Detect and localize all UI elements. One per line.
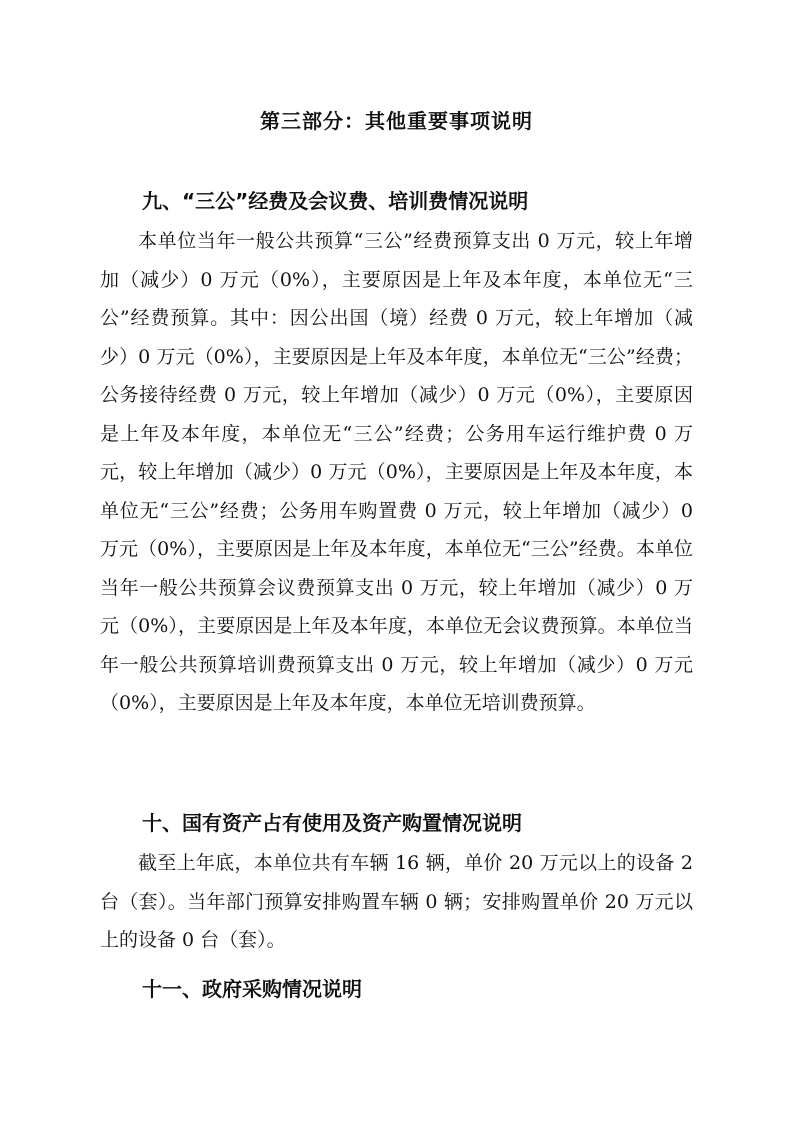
part-title: 第三部分：其他重要事项说明 xyxy=(260,109,533,133)
section-9-heading: 九、“三公”经费及会议费、培训费情况说明 xyxy=(142,189,529,213)
section-10-body: 截至上年底，本单位共有车辆 16 辆，单价 20 万元以上的设备 2 台（套）。当年部门预算安排购置车辆 0 辆；安排购置单价 20 万元以上的设备 0 台（套）。 xyxy=(100,852,693,951)
section-11-heading: 十一、政府采购情况说明 xyxy=(142,977,362,1001)
section-9-body: 本单位当年一般公共预算“三公”经费预算支出 0 万元，较上年增加（减少）0 万元（0%），主要原因是上年及本年度，本单位无“三公”经费预算。其中：因公出国（境）经费 0 万元，较上年增加（减少）0 万元（0%），主要原因是上年及本年度，本单位无“三公”经费；公务接待经费 0 万元，较上年增加（减少）0 万元（0%），主要原因是上年及本年度，本单位无“三公”经费；公务用车运行维护费 0 万元，较上年增加（减少）0 万元（0%），主要原因是上年及本年度，本单位无“三公”经费；公务用车购置费 0 万元，较上年增加（减少）0 万元（0%），主要原因是上年及本年度，本单位无“三公”经费。本单位当年一般公共预算会议费预算支出 0 万元，较上年增加（减少）0 万元（0%），主要原因是上年及本年度，本单位无会议费预算。本单位当年一般公共预算培训费预算支出 0 万元，较上年增加（减少）0 万元（0%），主要原因是上年及本年度，本单位无培训费预算。 xyxy=(100,230,693,714)
section-10-heading: 十、国有资产占有使用及资产购置情况说明 xyxy=(142,811,522,835)
